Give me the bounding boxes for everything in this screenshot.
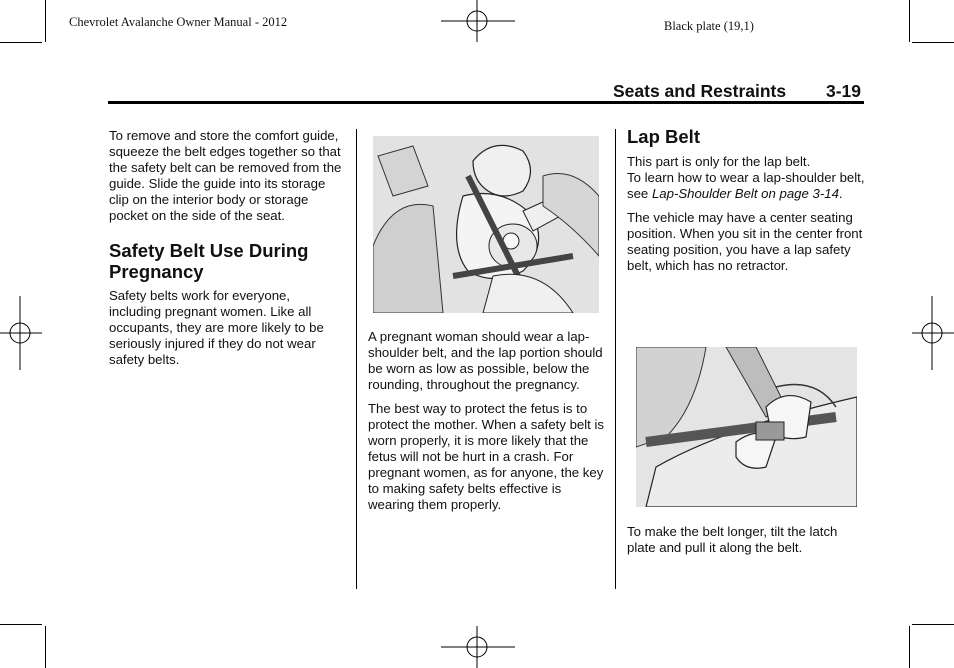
crop-mark [45, 626, 46, 668]
lap-belt-caption-block [627, 524, 865, 564]
registration-mark-left [0, 296, 42, 370]
plate-label: Black plate (19,1) [664, 19, 754, 33]
crop-mark [0, 624, 42, 625]
crop-mark [912, 42, 954, 43]
lap-belt-caption: To make the belt longer, tilt the latch plate and pull it along the belt. [627, 524, 838, 555]
crop-mark [909, 626, 910, 668]
registration-mark-top [441, 0, 515, 42]
manual-title: Chevrolet Avalanche Owner Manual - 2012 [69, 15, 288, 29]
protect-fetus-paragraph: The best way to protect the fetus is to protect the mother. When a safety belt is worn properly, it is more likely that the fetus will not be hurt in a crash. For pregnant women, as for anyone, the key to making safety belts effective is wearing them properly. [368, 401, 605, 512]
column-3 [627, 126, 865, 282]
section-title: Seats and Restraints [613, 81, 787, 101]
lap-shoulder-belt-link[interactable]: Lap-Shoulder Belt on page 3-14 [651, 186, 839, 201]
lap-belt-heading: Lap Belt [627, 126, 700, 147]
lap-belt-reference [627, 170, 865, 202]
column-divider [356, 129, 357, 589]
pregnancy-paragraph: Safety belts work for everyone, including pregnant women. Like all occupants, they are more likely to be seriously injured if they do not wear safety belts. [109, 288, 324, 367]
pregnant-woman-illustration [373, 136, 599, 313]
pregnancy-caption: A pregnant woman should wear a lap-shoulder belt, and the lap portion should be worn as low as possible, below the rounding, throughout the pregnancy. [368, 329, 603, 392]
crop-mark [909, 0, 910, 42]
column-2 [368, 329, 606, 521]
pregnancy-heading: Safety Belt Use During Pregnancy [109, 240, 309, 282]
page-number: 3-19 [826, 81, 862, 101]
crop-mark [0, 42, 42, 43]
center-seat-paragraph: The vehicle may have a center seating position. When you sit in the center front seating position, you have a lap safety belt, which has no retractor. [627, 210, 863, 273]
column-1 [109, 128, 345, 376]
comfort-guide-paragraph: To remove and store the comfort guide, squeeze the belt edges together so that the safety belt can be removed from the guide. Slide the guide into its storage clip on the interior body or storage pocket on the side of the seat. [109, 128, 342, 223]
reference-suffix: . [838, 186, 843, 201]
reference-prefix: To learn how to wear a lap-shoulder belt, see [627, 170, 865, 201]
registration-mark-right [912, 296, 954, 370]
lap-belt-illustration [636, 347, 857, 507]
column-divider [615, 129, 616, 589]
registration-mark-bottom [441, 626, 515, 668]
crop-mark [45, 0, 46, 42]
crop-mark [912, 624, 954, 625]
section-rule [108, 101, 864, 104]
lap-belt-line: This part is only for the lap belt. [627, 154, 811, 169]
